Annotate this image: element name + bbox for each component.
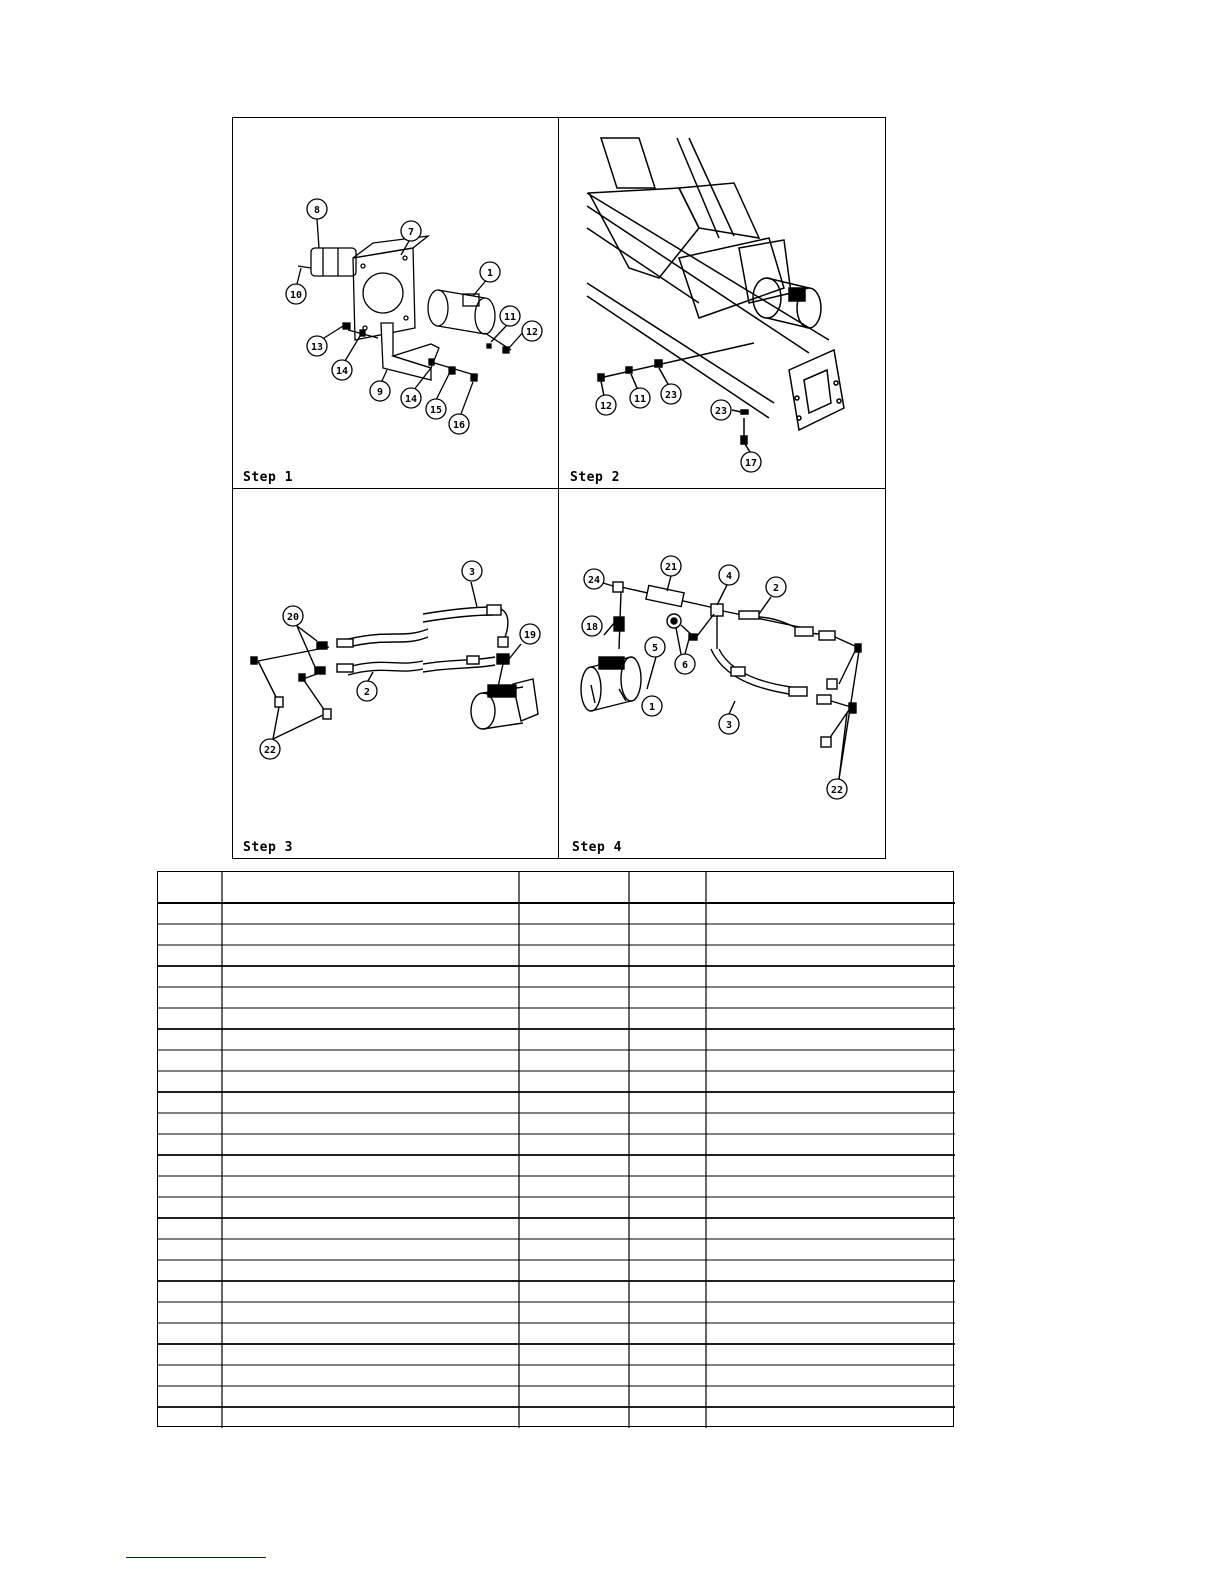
callout-14b [401, 388, 421, 408]
step-3-label: Step 3 [243, 840, 293, 855]
callout-8 [307, 199, 327, 219]
callout-9 [370, 381, 390, 401]
svg-text:2: 2 [772, 583, 780, 594]
panel-step-3 [233, 489, 559, 859]
callout-1 [480, 262, 500, 282]
svg-text:20: 20 [286, 612, 300, 623]
footer-link-line [126, 1557, 266, 1558]
callout-10 [286, 284, 306, 304]
svg-text:7: 7 [407, 227, 415, 238]
callout-2 [766, 577, 786, 597]
svg-text:22: 22 [263, 745, 277, 756]
svg-text:5: 5 [651, 643, 659, 654]
svg-text:23: 23 [664, 390, 678, 401]
svg-text:11: 11 [633, 394, 647, 405]
callout-11 [500, 306, 520, 326]
svg-text:9: 9 [376, 387, 384, 398]
callout-15 [426, 399, 446, 419]
panel-step-2 [559, 118, 885, 489]
parts-table [157, 871, 954, 1427]
svg-text:17: 17 [744, 458, 758, 469]
callout-18 [582, 616, 602, 636]
svg-text:12: 12 [525, 327, 539, 338]
callout-14 [332, 360, 352, 380]
svg-text:14: 14 [404, 394, 418, 405]
callout-22 [827, 779, 847, 799]
callout-12 [522, 321, 542, 341]
callout-22 [260, 739, 280, 759]
svg-text:13: 13 [310, 342, 324, 353]
svg-text:15: 15 [429, 405, 443, 416]
callout-23b [711, 400, 731, 420]
callout-19 [520, 624, 540, 644]
svg-text:3: 3 [468, 567, 476, 578]
step-1-label: Step 1 [243, 470, 293, 485]
svg-text:4: 4 [725, 571, 733, 582]
callout-12 [596, 395, 616, 415]
step-1-drawing [233, 118, 559, 489]
svg-text:3: 3 [725, 720, 733, 731]
svg-text:8: 8 [313, 205, 321, 216]
panel-step-4 [559, 489, 885, 859]
parts-table-grid [158, 872, 955, 1428]
callout-3 [719, 714, 739, 734]
callout-6 [675, 654, 695, 674]
svg-text:22: 22 [830, 785, 844, 796]
svg-text:24: 24 [587, 575, 601, 586]
step-2-label: Step 2 [570, 470, 620, 485]
svg-text:14: 14 [335, 366, 349, 377]
svg-text:1: 1 [486, 268, 494, 279]
svg-text:6: 6 [681, 660, 689, 671]
callout-1 [642, 696, 662, 716]
svg-text:2: 2 [363, 687, 371, 698]
panel-step-1 [233, 118, 559, 489]
assembly-figure [232, 117, 886, 859]
callout-4 [719, 565, 739, 585]
step-2-drawing [559, 118, 885, 489]
svg-text:12: 12 [599, 401, 613, 412]
svg-text:1: 1 [648, 702, 656, 713]
step-4-label: Step 4 [572, 840, 622, 855]
callout-11 [630, 388, 650, 408]
callout-3 [462, 561, 482, 581]
callout-24 [584, 569, 604, 589]
callout-5 [645, 637, 665, 657]
svg-text:10: 10 [289, 290, 303, 301]
step-2-callouts [596, 384, 761, 472]
svg-text:11: 11 [503, 312, 517, 323]
callout-21 [661, 556, 681, 576]
callout-7 [401, 221, 421, 241]
callout-13 [307, 336, 327, 356]
svg-text:23: 23 [714, 406, 728, 417]
svg-text:21: 21 [664, 562, 678, 573]
svg-text:19: 19 [523, 630, 537, 641]
step-4-drawing [559, 489, 885, 859]
step-3-drawing [233, 489, 559, 859]
callout-16 [449, 414, 469, 434]
svg-text:16: 16 [452, 420, 466, 431]
callout-23 [661, 384, 681, 404]
callout-20 [283, 606, 303, 626]
callout-2 [357, 681, 377, 701]
callout-17 [741, 452, 761, 472]
svg-text:18: 18 [585, 622, 599, 633]
